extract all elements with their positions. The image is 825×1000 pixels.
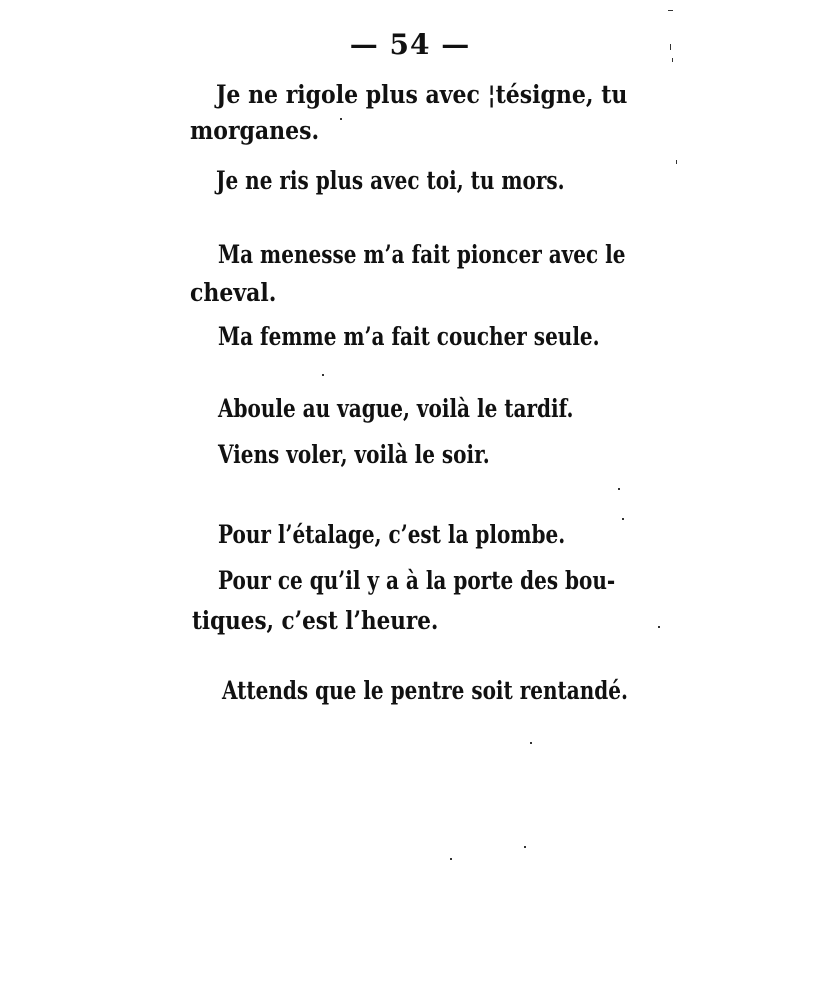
text-line: cheval. (190, 278, 277, 307)
text-line: Pour ce qu’il y a à la porte des bou- (218, 566, 616, 595)
scan-speck (670, 44, 671, 50)
scan-speck (322, 374, 324, 376)
text-line: Ma menesse m’a fait pioncer avec le (218, 240, 626, 269)
scan-speck (524, 846, 526, 848)
scan-speck (668, 10, 673, 11)
scan-speck (530, 742, 532, 744)
text-line: Pour l’étalage, c’est la plombe. (218, 520, 566, 549)
text-line: Aboule au vague, voilà le tardif. (218, 394, 574, 423)
page-number-header: — 54 — (349, 28, 471, 61)
scan-speck (450, 858, 452, 860)
scan-speck (672, 58, 673, 62)
text-line: Je ne rigole plus avec ¦tésigne, tu (216, 80, 628, 109)
scan-speck (622, 518, 624, 520)
scan-speck (340, 118, 342, 120)
text-line: Attends que le pentre soit rentandé. (222, 676, 628, 705)
text-line: Ma femme m’a fait coucher seule. (218, 322, 600, 351)
scan-speck (658, 626, 660, 628)
text-line: Je ne ris plus avec toi, tu mors. (216, 166, 565, 195)
text-line: tiques, c’est l’heure. (192, 606, 439, 635)
text-line: Viens voler, voilà le soir. (218, 440, 490, 469)
scan-speck (618, 488, 620, 490)
text-line: morganes. (190, 116, 320, 145)
scan-speck (676, 160, 677, 164)
